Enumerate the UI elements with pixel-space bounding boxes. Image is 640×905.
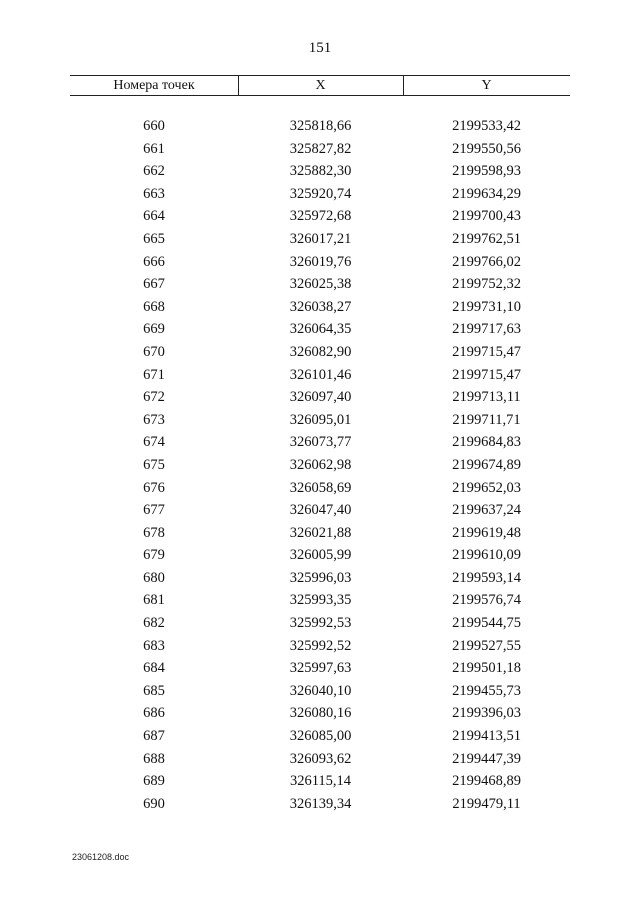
- cell-point-number: 669: [143, 321, 165, 338]
- cell-point-number: 677: [143, 502, 165, 519]
- cell-x: 325827,82: [289, 140, 352, 157]
- table-row: [0, 477, 640, 500]
- table-row: [0, 386, 640, 409]
- table-row: [0, 544, 640, 567]
- cell-point-number: 667: [143, 276, 165, 293]
- table-header-bottom-rule: [70, 95, 570, 96]
- table-row: [0, 725, 640, 748]
- cell-x: 326080,16: [289, 705, 352, 722]
- cell-x: 325920,74: [289, 185, 352, 202]
- page-number: 151: [308, 40, 332, 56]
- cell-y: 2199715,47: [452, 343, 521, 360]
- cell-x: 326082,90: [289, 343, 352, 360]
- cell-point-number: 674: [143, 434, 165, 451]
- cell-point-number: 671: [143, 366, 165, 383]
- cell-y: 2199479,11: [452, 795, 521, 812]
- cell-point-number: 660: [143, 118, 165, 134]
- table-row: [0, 341, 640, 364]
- cell-x: 326093,62: [289, 750, 352, 767]
- cell-y: 2199544,75: [452, 615, 521, 632]
- cell-x: 326025,38: [289, 276, 352, 293]
- column-header-y: Y: [481, 78, 492, 93]
- cell-y: 2199533,42: [452, 118, 521, 134]
- table-row: [0, 499, 640, 522]
- cell-point-number: 681: [143, 592, 165, 609]
- cell-y: 2199752,32: [452, 276, 521, 293]
- table-row: [0, 770, 640, 793]
- cell-x: 325818,66: [289, 118, 352, 134]
- cell-point-number: 679: [143, 547, 165, 564]
- cell-point-number: 689: [143, 773, 165, 790]
- table-row: [0, 228, 640, 251]
- table-row: [0, 364, 640, 387]
- cell-point-number: 672: [143, 389, 165, 406]
- table-row: [0, 793, 640, 816]
- cell-point-number: 686: [143, 705, 165, 722]
- cell-y: 2199711,71: [452, 411, 521, 428]
- cell-x: 326005,99: [289, 547, 352, 564]
- table-row: [0, 296, 640, 319]
- cell-x: 326115,14: [289, 773, 352, 790]
- cell-y: 2199652,03: [452, 479, 521, 496]
- table-row: [0, 454, 640, 477]
- cell-y: 2199610,09: [452, 547, 521, 564]
- table-row: [0, 522, 640, 545]
- cell-x: 326019,76: [289, 253, 352, 270]
- cell-y: 2199527,55: [452, 637, 521, 654]
- cell-x: 325972,68: [289, 208, 352, 225]
- cell-y: 2199447,39: [452, 750, 521, 767]
- cell-y: 2199717,63: [452, 321, 521, 338]
- cell-x: 326064,35: [289, 321, 352, 338]
- table-row: [0, 748, 640, 771]
- cell-x: 326017,21: [289, 230, 352, 247]
- cell-x: 326021,88: [289, 524, 352, 541]
- cell-point-number: 690: [143, 795, 165, 812]
- cell-point-number: 666: [143, 253, 165, 270]
- cell-y: 2199396,03: [452, 705, 521, 722]
- cell-y: 2199550,56: [452, 140, 521, 157]
- cell-x: 326139,34: [289, 795, 352, 812]
- cell-point-number: 675: [143, 456, 165, 473]
- table-row: [0, 251, 640, 274]
- cell-y: 2199762,51: [452, 230, 521, 247]
- table-row: [0, 589, 640, 612]
- coordinates-table-body: [0, 115, 640, 815]
- cell-point-number: 688: [143, 750, 165, 767]
- table-row: [0, 657, 640, 680]
- table-row: [0, 318, 640, 341]
- cell-x: 326047,40: [289, 502, 352, 519]
- cell-point-number: 680: [143, 569, 165, 586]
- table-row: [0, 138, 640, 161]
- cell-y: 2199700,43: [452, 208, 521, 225]
- cell-y: 2199619,48: [452, 524, 521, 541]
- cell-y: 2199713,11: [452, 389, 521, 406]
- footer-filename: 23061208.doc: [72, 852, 130, 862]
- cell-x: 326058,69: [289, 479, 352, 496]
- cell-y: 2199593,14: [452, 569, 521, 586]
- cell-x: 326038,27: [289, 298, 352, 315]
- cell-y: 2199634,29: [452, 185, 521, 202]
- cell-x: 326085,00: [289, 728, 352, 745]
- cell-point-number: 682: [143, 615, 165, 632]
- cell-y: 2199637,24: [452, 502, 521, 519]
- cell-x: 325996,03: [289, 569, 352, 586]
- cell-point-number: 662: [143, 163, 165, 180]
- cell-point-number: 684: [143, 660, 165, 677]
- table-row: [0, 115, 640, 138]
- cell-point-number: 661: [143, 140, 165, 157]
- table-row: [0, 273, 640, 296]
- cell-point-number: 665: [143, 230, 165, 247]
- table-row: [0, 409, 640, 432]
- table-row: [0, 183, 640, 206]
- table-row: [0, 205, 640, 228]
- cell-x: 326073,77: [289, 434, 352, 451]
- table-row: [0, 635, 640, 658]
- cell-y: 2199576,74: [452, 592, 521, 609]
- cell-x: 325992,53: [289, 615, 352, 632]
- cell-y: 2199684,83: [452, 434, 521, 451]
- column-header-x: X: [315, 78, 326, 93]
- cell-y: 2199413,51: [452, 728, 521, 745]
- column-header-point-number: Номера точек: [113, 78, 195, 93]
- cell-x: 325993,35: [289, 592, 352, 609]
- cell-point-number: 678: [143, 524, 165, 541]
- cell-x: 325997,63: [289, 660, 352, 677]
- cell-x: 326095,01: [289, 411, 352, 428]
- cell-point-number: 683: [143, 637, 165, 654]
- cell-point-number: 663: [143, 185, 165, 202]
- cell-point-number: 668: [143, 298, 165, 315]
- cell-x: 326101,46: [289, 366, 352, 383]
- cell-x: 325992,52: [289, 637, 352, 654]
- cell-point-number: 687: [143, 728, 165, 745]
- cell-y: 2199731,10: [452, 298, 521, 315]
- cell-point-number: 670: [143, 343, 165, 360]
- cell-point-number: 676: [143, 479, 165, 496]
- cell-point-number: 685: [143, 682, 165, 699]
- table-row: [0, 567, 640, 590]
- cell-y: 2199674,89: [452, 456, 521, 473]
- cell-x: 326040,10: [289, 682, 352, 699]
- cell-y: 2199766,02: [452, 253, 521, 270]
- cell-y: 2199715,47: [452, 366, 521, 383]
- cell-point-number: 673: [143, 411, 165, 428]
- table-row: [0, 702, 640, 725]
- cell-x: 326062,98: [289, 456, 352, 473]
- cell-x: 325882,30: [289, 163, 352, 180]
- table-row: [0, 431, 640, 454]
- cell-y: 2199501,18: [452, 660, 521, 677]
- cell-point-number: 664: [143, 208, 165, 225]
- table-row: [0, 612, 640, 635]
- cell-y: 2199455,73: [452, 682, 521, 699]
- cell-y: 2199468,89: [452, 773, 521, 790]
- table-header-top-rule: [70, 75, 570, 76]
- table-row: [0, 160, 640, 183]
- cell-x: 326097,40: [289, 389, 352, 406]
- cell-y: 2199598,93: [452, 163, 521, 180]
- table-row: [0, 680, 640, 703]
